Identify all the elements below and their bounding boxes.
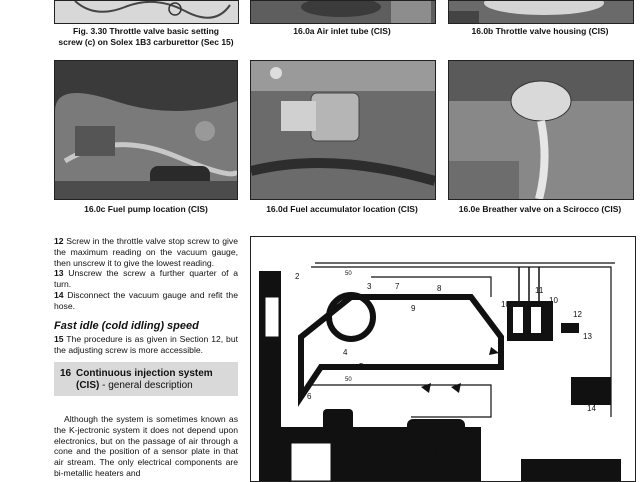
paragraph-12: 12 Screw in the throttle valve stop screw to give the maximum reading on the vacuum gauge, then unscrew it to give the lowest reading. xyxy=(54,236,238,268)
label-4: 4 xyxy=(343,348,348,357)
label-14: 14 xyxy=(587,404,596,413)
subheading-fast-idle: Fast idle (cold idling) speed xyxy=(54,320,199,332)
label-2: 2 xyxy=(295,272,300,281)
label-12: 12 xyxy=(573,310,582,319)
label-1: 1 xyxy=(265,362,270,371)
label-10a: 10 xyxy=(501,300,510,309)
paragraph-13: 13 Unscrew the screw a further quarter of a turn. xyxy=(54,268,238,290)
caption-16-0c: 16.0c Fuel pump location (CIS) xyxy=(84,204,208,214)
label-7: 7 xyxy=(395,282,400,291)
label-17: 17 xyxy=(347,452,356,461)
caption-16-0b: 16.0b Throttle valve housing (CIS) xyxy=(471,26,609,36)
paragraph-15: 15 The procedure is as given in Section 12, but the adjusting screw is more accessible. xyxy=(54,334,238,355)
photo-16-0e xyxy=(448,60,634,200)
label-6: 6 xyxy=(307,392,312,401)
label-8: 8 xyxy=(437,284,442,293)
paragraph-intro: Although the system is sometimes known as the K-jectronic system it does not depend upon electronics, but on the passage of air through a cone and the position of a sensor plate in that air stream. The only electrical components are bi-metallic heaters and xyxy=(54,414,238,478)
photo-16-0d xyxy=(250,60,436,200)
section-title: Continuous injection system (CIS) - general description xyxy=(76,368,213,391)
label-3: 3 xyxy=(367,282,372,291)
label-5: 5 xyxy=(359,362,364,371)
photo-16-0b xyxy=(448,0,634,24)
caption-16-0d: 16.0d Fuel accumulator location (CIS) xyxy=(266,204,418,214)
photo-16-0a xyxy=(250,0,436,24)
caption-16-0e: 16.0e Breather valve on a Scirocco (CIS) xyxy=(458,204,622,214)
caption-fig-3-30: Fig. 3.30 Throttle valve basic setting screw (c) on Solex 1B3 carburettor (Sec 15) xyxy=(58,26,234,47)
section-number: 16 xyxy=(60,368,72,379)
label-50-bottom: 50 xyxy=(345,377,352,383)
label-13: 13 xyxy=(583,332,592,341)
section-16-heading xyxy=(54,362,238,396)
label-18: 18 xyxy=(429,446,438,455)
caption-16-0a: 16.0a Air inlet tube (CIS) xyxy=(293,26,391,36)
cis-system-diagram xyxy=(250,236,636,482)
photo-16-0c xyxy=(54,60,238,200)
label-10b: 10 xyxy=(549,296,558,305)
label-9: 9 xyxy=(411,304,416,313)
label-11: 11 xyxy=(535,286,544,295)
label-50-top: 50 xyxy=(345,271,352,277)
paragraphs-12-14 xyxy=(54,236,238,312)
photo-fig-3-30 xyxy=(54,0,239,24)
paragraph-14: 14 Disconnect the vacuum gauge and refit the hose. xyxy=(54,289,238,311)
